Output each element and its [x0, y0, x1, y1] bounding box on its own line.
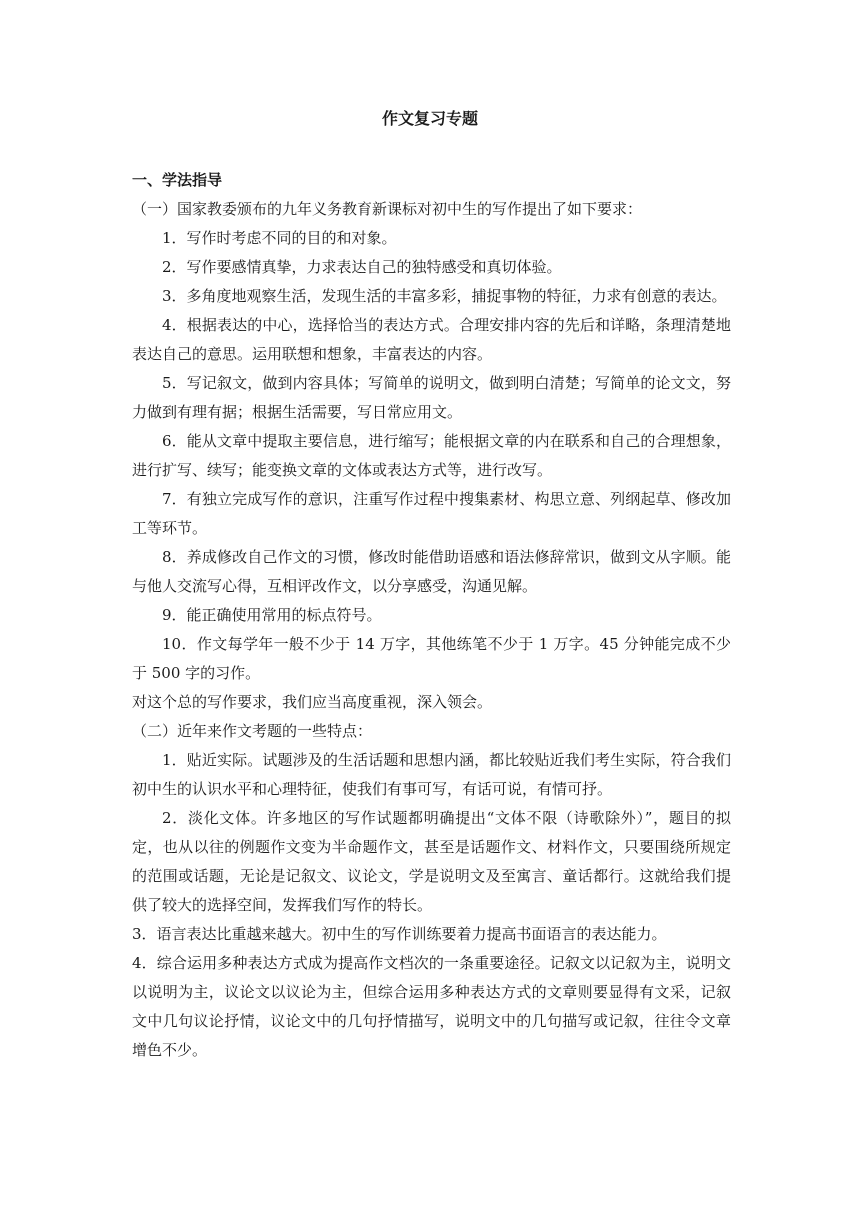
subsection-heading: （一）国家教委颁布的九年义务教育新课标对初中生的写作提出了如下要求： [132, 200, 643, 218]
feature-item: 4．综合运用多种表达方式成为提高作文档次的一条重要途径。记叙文以记叙为主，说明文以说明为主，议论文以议论为主，但综合运用多种表达方式的文章则要显得有文采，记叙文中几句议论抒情，议论文中的几句抒情描写，说明文中的几句描写或记叙，往往令文章增色不少。 [132, 954, 731, 1059]
feature-item: 2．淡化文体。许多地区的写作试题都明确提出“文体不限（诗歌除外）”，题目的拟定，也从以往的例题作文变为半命题作文，甚至是话题作文、材料作文，只要围绕所规定的范围或话题，无论是记叙文、议论文，学是说明文及至寓言、童话都行。这就给我们提供了较大的选择空间，发挥我们写作的特长。 [132, 809, 731, 914]
section-heading: 一、学法指导 [132, 171, 223, 189]
subsection-heading: （二）近年来作文考题的一些特点： [132, 722, 373, 740]
requirement-item: 3．多角度地观察生活，发现生活的丰富多彩，捕捉事物的特征，力求有创意的表达。 [162, 287, 727, 305]
requirement-item: 7．有独立完成写作的意识，注重写作过程中搜集素材、构思立意、列纲起草、修改加工等环节。 [132, 490, 731, 537]
feature-item: 3．语言表达比重越来越大。初中生的写作训练要着力提高书面语言的表达能力。 [132, 925, 667, 943]
requirement-item: 5．写记叙文，做到内容具体；写简单的说明文，做到明白清楚；写简单的论文文，努力做到有理有据；根据生活需要，写日常应用文。 [132, 374, 731, 421]
requirement-item: 2．写作要感情真挚，力求表达自己的独特感受和真切体验。 [162, 258, 562, 276]
document-title: 作文复习专题 [381, 109, 478, 128]
requirement-item: 8．养成修改自己作文的习惯，修改时能借助语感和语法修辞常识，做到文从字顺。能与他人交流写心得，互相评改作文，以分享感受，沟通见解。 [132, 548, 731, 595]
requirement-item: 1．写作时考虑不同的目的和对象。 [162, 229, 397, 247]
requirement-item: 9．能正确使用常用的标点符号。 [162, 606, 382, 624]
document-body [132, 166, 731, 1065]
summary-paragraph: 对这个总的写作要求，我们应当高度重视，深入领会。 [132, 693, 493, 711]
requirement-item: 4．根据表达的中心，选择恰当的表达方式。合理安排内容的先后和详略，条理清楚地表达自己的意思。运用联想和想象，丰富表达的内容。 [132, 316, 731, 363]
requirement-item: 6．能从文章中提取主要信息，进行缩写；能根据文章的内在联系和自己的合理想象，进行扩写、续写；能变换文章的文体或表达方式等，进行改写。 [132, 432, 731, 479]
feature-item: 1．贴近实际。试题涉及的生活话题和思想内涵，都比较贴近我们考生实际，符合我们初中生的认识水平和心理特征，使我们有事可写，有话可说，有情可抒。 [132, 751, 731, 798]
requirement-item: 10．作文每学年一般不少于 14 万字，其他练笔不少于 1 万字。45 分钟能完成不少于 500 字的习作。 [132, 635, 731, 682]
